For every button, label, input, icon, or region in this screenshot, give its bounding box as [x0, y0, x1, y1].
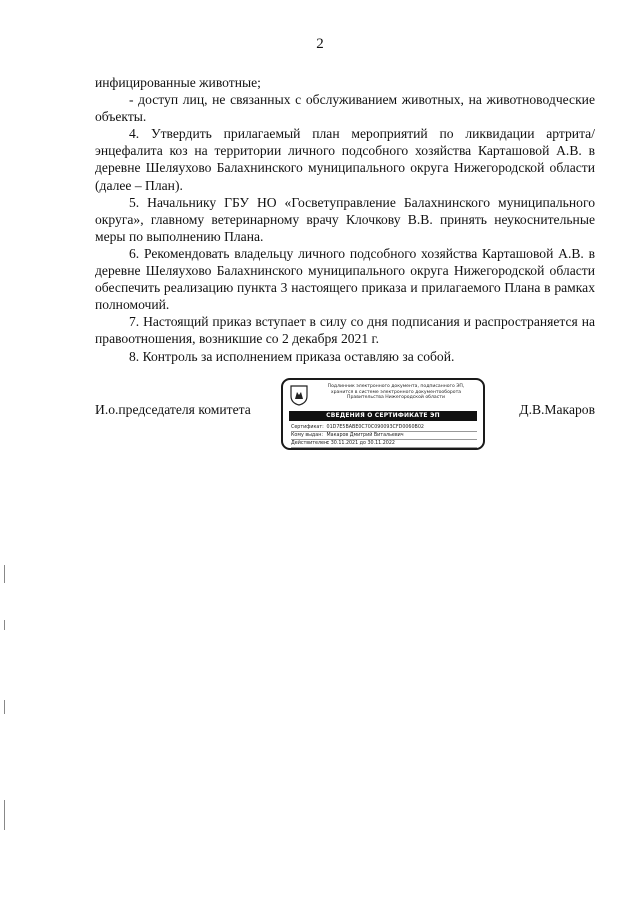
stamp-row-owner — [291, 432, 477, 440]
paragraph-item-7: 7. Настоящий приказ вступает в силу со дня подписания и распространяется на правоотношения, возникшие со 2 декабря 2021 г. — [95, 314, 595, 347]
stamp-value: с 30.11.2021 до 30.11.2022 — [326, 441, 395, 446]
stamp-row-validity — [291, 440, 477, 448]
stamp-label: Кому выдан: — [291, 433, 323, 438]
scan-margin-mark — [4, 800, 5, 830]
paragraph-item-5: 5. Начальнику ГБУ НО «Госветуправление Балахнинского муниципального округа», главному ветеринарному врачу Клочкову В.В. принять неукоснительные меры по выполнению Плана. — [95, 194, 595, 244]
stamp-certificate-details — [291, 424, 477, 448]
coat-of-arms-icon — [289, 384, 309, 406]
stamp-value: 01D7E5BABE0C70C090093CFD0060B02 — [326, 425, 424, 430]
paragraph-infected-animals: инфицированные животные; — [95, 75, 261, 90]
electronic-signature-stamp — [281, 378, 485, 450]
stamp-row-certificate — [291, 424, 477, 432]
stamp-note-line: Правительства Нижегородской области — [347, 395, 445, 401]
signatory-title: И.о.председателя комитета — [95, 402, 251, 417]
document-body — [95, 74, 595, 365]
stamp-label: Действителен: — [291, 441, 329, 446]
paragraph-item-8: 8. Контроль за исполнением приказа оставляю за собой. — [129, 348, 455, 364]
signatory-name: Д.В.Макаров — [519, 402, 595, 417]
paragraph-item-4: 4. Утвердить прилагаемый план мероприятий по ликвидации артрита/энцефалита коз на территории личного подсобного хозяйства Карташовой А.В. в деревне Шеляухово Балахнинского муниципального округа Нижегородской области (далее – План). — [95, 126, 595, 193]
scan-margin-mark — [4, 620, 5, 630]
stamp-value: Макаров Дмитрий Витальевич — [326, 433, 404, 438]
scan-margin-mark — [4, 565, 5, 583]
stamp-note-line: Подлинник электронного документа, подписанного ЭП, — [327, 384, 465, 389]
stamp-certificate-header: СВЕДЕНИЯ О СЕРТИФИКАТЕ ЭП — [289, 411, 477, 421]
scan-margin-mark — [4, 700, 5, 714]
page-number: 2 — [316, 36, 324, 52]
stamp-note — [315, 384, 477, 401]
stamp-header-area — [289, 384, 477, 408]
stamp-note-line: хранится в системе электронного документооборота — [330, 389, 462, 395]
paragraph-access-restriction: - доступ лиц, не связанных с обслуживанием животных, на животноводческие объекты. — [95, 92, 595, 125]
stamp-label: Сертификат: — [291, 425, 324, 430]
paragraph-item-6: 6. Рекомендовать владельцу личного подсобного хозяйства Карташовой А.В. в деревне Шеляухово Балахнинского муниципального округа Нижегородской области обеспечить реализацию пункта 3 настоящего приказа и прилагаемого Плана в рамках полномочий. — [95, 245, 595, 313]
